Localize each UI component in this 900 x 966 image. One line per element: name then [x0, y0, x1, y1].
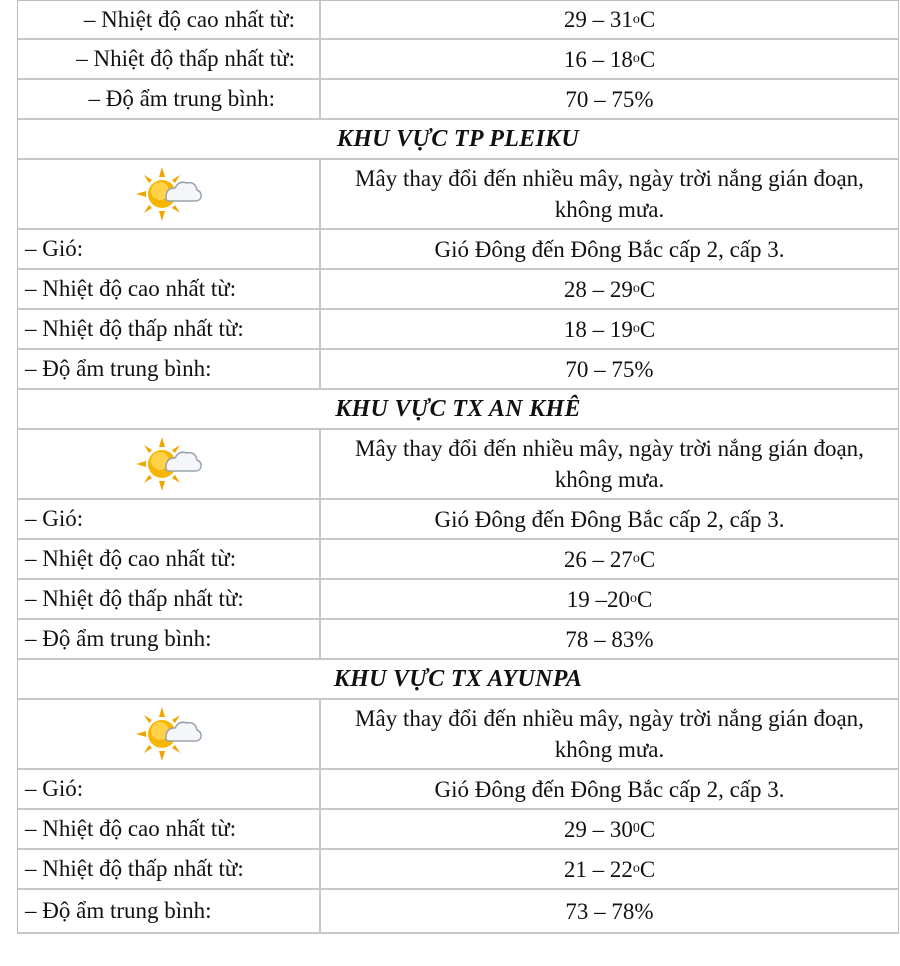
- weather-icon-cell: [18, 700, 321, 768]
- section-title: KHU VỰC TP PLEIKU: [17, 120, 899, 160]
- row-value: 29 – 31 o C: [563, 7, 656, 32]
- table-row: [17, 770, 899, 810]
- row-label: – Nhiệt độ thấp nhất từ:: [18, 580, 321, 618]
- section-title: KHU VỰC TX AN KHÊ: [17, 390, 899, 430]
- row-value: 19 –20 o C: [566, 586, 653, 612]
- table-row: [17, 620, 899, 660]
- weather-description: Mây thay đổi đến nhiều mây, ngày trời nắng gián đoạn, không mưa.: [355, 706, 864, 762]
- table-row: [17, 160, 899, 230]
- table-row: [17, 0, 899, 40]
- weather-description: Mây thay đổi đến nhiều mây, ngày trời nắng gián đoạn, không mưa.: [355, 166, 864, 222]
- table-row: [17, 430, 899, 500]
- row-value: Gió Đông đến Đông Bắc cấp 2, cấp 3.: [434, 506, 785, 532]
- table-row: [17, 890, 899, 934]
- row-label: – Gió:: [18, 500, 321, 538]
- weather-icon-cell: [18, 430, 321, 498]
- row-label: – Nhiệt độ thấp nhất từ:: [18, 310, 321, 348]
- row-label: – Gió:: [18, 770, 321, 808]
- row-value: 21 – 22 o C: [563, 856, 656, 882]
- row-label: – Nhiệt độ cao nhất từ:: [18, 810, 321, 848]
- row-label: – Độ ẩm trung bình:: [18, 80, 321, 118]
- table-row: [17, 80, 899, 120]
- table-row: [17, 350, 899, 390]
- sun-cloud-icon: [136, 165, 202, 223]
- table-row: [17, 40, 899, 80]
- weather-icon-cell: [18, 160, 321, 228]
- row-value: 18 – 19 o C: [563, 316, 656, 342]
- row-label: – Nhiệt độ cao nhất từ:: [18, 540, 321, 578]
- table-row: [17, 810, 899, 850]
- weather-description: Mây thay đổi đến nhiều mây, ngày trời nắng gián đoạn, không mưa.: [355, 436, 864, 492]
- row-value: 78 – 83%: [565, 626, 654, 652]
- row-value: Gió Đông đến Đông Bắc cấp 2, cấp 3.: [434, 236, 785, 262]
- table-row: [17, 310, 899, 350]
- row-label: – Độ ẩm trung bình:: [18, 620, 321, 658]
- row-label: – Độ ẩm trung bình:: [18, 350, 321, 388]
- row-label: – Độ ẩm trung bình:: [18, 890, 321, 932]
- table-row: [17, 580, 899, 620]
- row-value: 16 – 18 o C: [563, 46, 656, 72]
- row-value: 29 – 30 0 C: [563, 816, 656, 842]
- table-row: [17, 270, 899, 310]
- row-label: – Nhiệt độ cao nhất từ:: [18, 270, 321, 308]
- row-label: – Nhiệt độ cao nhất từ:: [18, 1, 321, 38]
- section-title: KHU VỰC TX AYUNPA: [17, 660, 899, 700]
- table-row: [17, 700, 899, 770]
- row-value: 73 – 78%: [565, 898, 654, 924]
- table-row: [17, 500, 899, 540]
- table-row: [17, 850, 899, 890]
- row-value: 28 – 29 o C: [563, 276, 656, 302]
- row-value: Gió Đông đến Đông Bắc cấp 2, cấp 3.: [434, 776, 785, 802]
- table-row: [17, 230, 899, 270]
- sun-cloud-icon: [136, 705, 202, 763]
- row-label: – Nhiệt độ thấp nhất từ:: [18, 40, 321, 78]
- table-row: [17, 540, 899, 580]
- sun-cloud-icon: [136, 435, 202, 493]
- row-label: – Nhiệt độ thấp nhất từ:: [18, 850, 321, 888]
- weather-table: [17, 0, 899, 934]
- row-value: 70 – 75%: [565, 86, 654, 112]
- row-label: – Gió:: [18, 230, 321, 268]
- row-value: 26 – 27 o C: [563, 546, 656, 572]
- row-value: 70 – 75%: [565, 356, 654, 382]
